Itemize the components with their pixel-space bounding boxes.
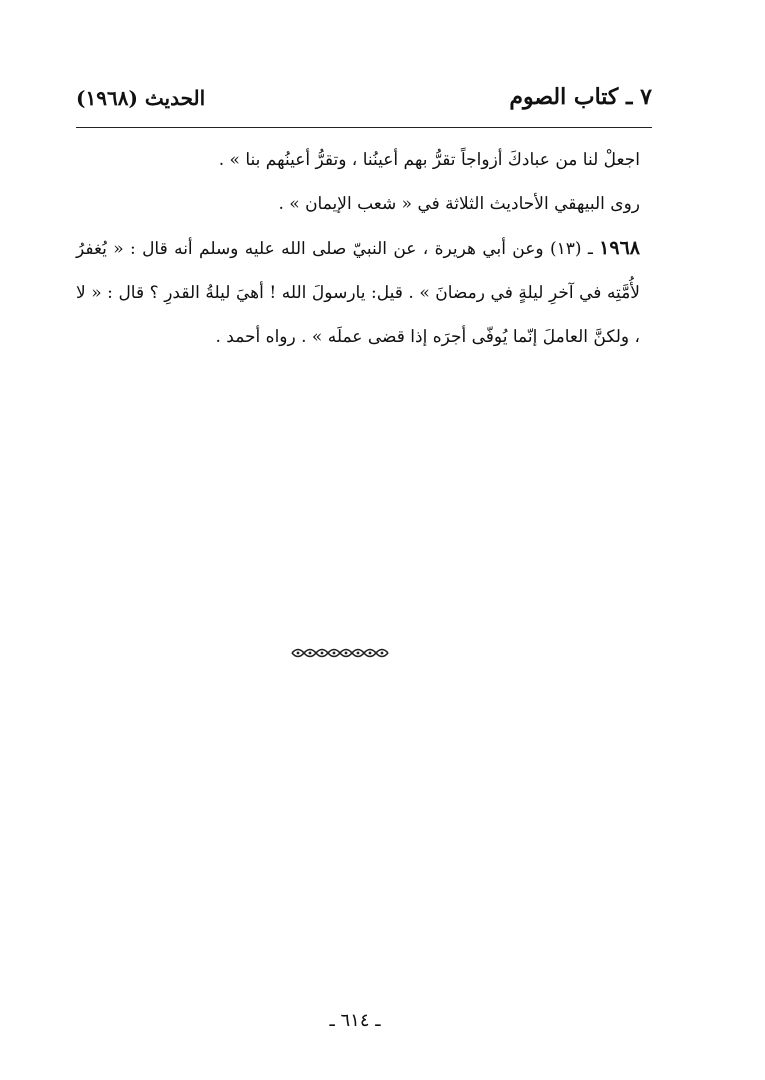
hadith-range-label: الحديث (١٩٦٨): [76, 86, 206, 110]
page-header: [76, 84, 652, 122]
ornament-divider-icon: [290, 645, 390, 661]
chapter-title: ٧ ـ كتاب الصوم: [509, 84, 652, 110]
page-body: [76, 138, 640, 359]
page-number: ـ ٦١٤ ـ: [329, 1010, 381, 1031]
hadith-number: ١٩٦٨: [599, 237, 640, 259]
text-line-2: روى البيهقي الأحاديث الثلاثة في « شعب الإيمان » .: [278, 194, 640, 214]
text-line-1: اجعلْ لنا من عبادكَ أزواجاً تقرُّ بهم أعينُنا ، وتقرُّ أعينُهم بنا » .: [218, 150, 640, 170]
header-rule: [76, 127, 652, 128]
hadith-text: ـ (١٣) وعن أبي هريرة ، عن النبيّ صلى الله عليه وسلم أنه قال : « يُغفرُ لأُمَّتِه في آخرِ ليلةٍ في رمضانَ » . قيل: يارسولَ الله ! أهيَ ليلةُ القدرِ ؟ قال : « لا ، ولكنَّ العاملَ إنّما يُوفّى أجرَه إذا قضى عملَه » . رواه أحمد .: [76, 239, 640, 347]
hadith-paragraph: [76, 226, 640, 359]
